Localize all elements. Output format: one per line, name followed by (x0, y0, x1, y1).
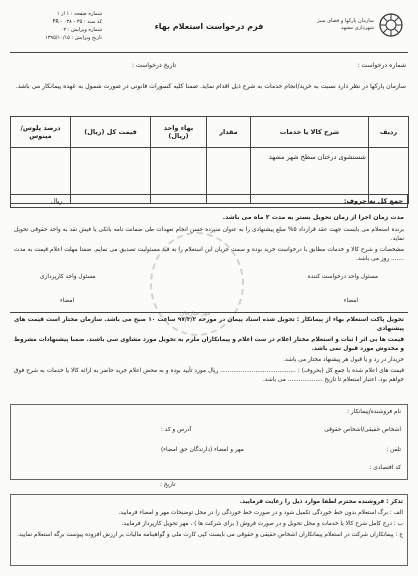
contractor-phone-label[interactable]: تلفن : (386, 447, 401, 453)
section-divider (10, 312, 408, 313)
delivery-block (14, 316, 404, 387)
header-description: شرح کالا یا خدمات (251, 117, 369, 148)
condition-item: مشخصات و شرح کالا و خدمات مطابق با درخواست خرید بوده و سمت جریان این استعلام را به قید مسئولیت تصدیق می نمایم. ضمنا مهلت اعلام قیمت به مدت ....... روز می باشد. (14, 247, 404, 262)
cell-description[interactable]: شستشوی درختان سطح شهر مشهد (251, 148, 369, 204)
note-item: ب : درج کامل شرح کالا یا خدمات و محل تحویل و در صورت فروش ( برای شرکت ها ) ، مهر تحویل کارپرداز فرمایید. (121, 521, 403, 527)
notes-box (10, 494, 408, 566)
total-in-words-label: جمع کل به حروف: (343, 197, 403, 205)
notes-content (15, 498, 403, 542)
header-divider (10, 52, 408, 53)
items-table (10, 116, 409, 204)
document-info (12, 10, 102, 42)
requester-unit-label: مسئول واحد درخواست کننده (307, 274, 378, 280)
request-date-label: تاریخ درخواست : (132, 62, 177, 69)
header-unit-price: بهاء واحد (ریال) (151, 117, 207, 148)
delivery-line-1: تحویل پاکت استعلام بهاء از پیمانکار : تحویل شده اسناد پیمان در مورخه ۹۷/۳/۲ ساعت ۱۰ صبح می باشد. سازمان مختار است قیمت های پیشنهادی (14, 317, 404, 332)
doc-revision-date-label: تاریخ ویرایش : ۱۳۹۵/۱۰/۱۵ (45, 35, 102, 41)
org-name-line1: سازمان پارکها و فضای سبز (317, 18, 374, 24)
procurement-sign-label: امضاء (60, 298, 75, 304)
request-intro-text: سازمان پارکها در نظر دارد نسبت به خرید/انجام خدمات به شرح ذیل اقدام نماید. ضمنا کلیه کسورات قانونی در صورت شمول به عهده پیمانکار می باشد. (15, 83, 406, 90)
request-meta (12, 60, 406, 92)
doc-revision-label: شماره ویرایش : ۰۲ (60, 27, 102, 33)
requester-sign-label: امضاء (343, 298, 358, 304)
contractor-date-label[interactable]: تاریخ : (160, 482, 176, 488)
economic-code-label[interactable]: کد اقتصادی : (369, 465, 401, 471)
contractor-type-label: اشخاص حقیقی/اشخاص حقوقی (324, 427, 401, 433)
header-total-price: قیمت کل (ریال) (71, 117, 151, 148)
delivery-line-4: قیمت های اعلام شده با جمع کل (بحروف) : ......................................... ریال مورد تأیید بوده و به محض اعلام خرید حاضر به ارائه کالا یا خدمات به شرح فوق خواهم بود. اعتبار استعلام تا تاریخ ................... می باشد. (14, 368, 404, 383)
stamp-text: مهر سازمان (179, 310, 211, 317)
notes-title: تذکر : فروشنده محترم لطفا موارد ذیل را رعایت فرمایید. (239, 499, 403, 505)
contractor-info-box (10, 404, 408, 480)
org-name-line2: شهرداری مشهد (341, 25, 374, 31)
form-header (10, 10, 408, 50)
note-item: ج : پیمانکاران شرکت در استعلام پیمانکاران اشخاص حقیقی و حقوقی می بایست کپی کارت ملی و گواهینامه مالیات بر ارزش افزوده پیوست برگه استعلام نمایید. (17, 532, 403, 538)
delivery-line-3: خریدار در رد و یا قبول هر پیشنهاد مختار می باشد. (283, 357, 404, 363)
total-currency-label: ریال (51, 197, 63, 205)
execution-deadline: مدت زمان اجرا از زمان تحویل بستر به مدت ۲ ماه می باشد. (222, 214, 404, 221)
table-header-row (11, 117, 409, 148)
header-row-number: ردیف (369, 117, 409, 148)
header-quantity: مقدار (207, 117, 251, 148)
total-in-words-row (10, 194, 408, 208)
request-number-label: شماره درخواست : (357, 62, 406, 69)
form-title: فرم درخواست استعلام بهاء (154, 22, 264, 31)
note-item: الف : برگ استعلام بدون خط خوردگی تکمیل شود و در صورت خط خوردگی را در محل توضیحات مهر و امضاء فرمایید. (118, 510, 403, 516)
doc-page-label: شماره صفحه : ۱ از ۱ (56, 11, 102, 17)
contractor-name-label[interactable]: نام فروشنده/پیمانکار : (347, 409, 401, 415)
procurement-unit-label: مسئول واحد کارپردازی (40, 274, 96, 280)
delivery-line-2: قیمت ها بی اثر ا ثبات و استعلام مختار اعلام در ست اعلام و پیمانکاران ملزم به تحویل مورد مشاوی سی باشند. ضمنا پیشنهادات مشروط و مخدوش مورد قبول نمی باشد. (14, 337, 404, 352)
condition-item: برنده استعلام می بایست جهت عقد قرارداد ۵% مبلغ پیشنهادی را به عنوان سپرده حسن انجام تعهدات طی ضمانت نامه بانکی یا فیش نقد به واحد حقوقی تحویل نماید. (14, 227, 404, 242)
contractor-address-label[interactable]: آدرس و کد : (161, 427, 192, 433)
header-percent: درصد پلوس/مینوس (11, 117, 71, 148)
doc-code-label: کد سند : FR - ۰۳۸ - ۳۵ (52, 19, 102, 25)
contractor-stamp-label: مهر و امضاء (دارندگان حق امضاء) (161, 447, 244, 453)
